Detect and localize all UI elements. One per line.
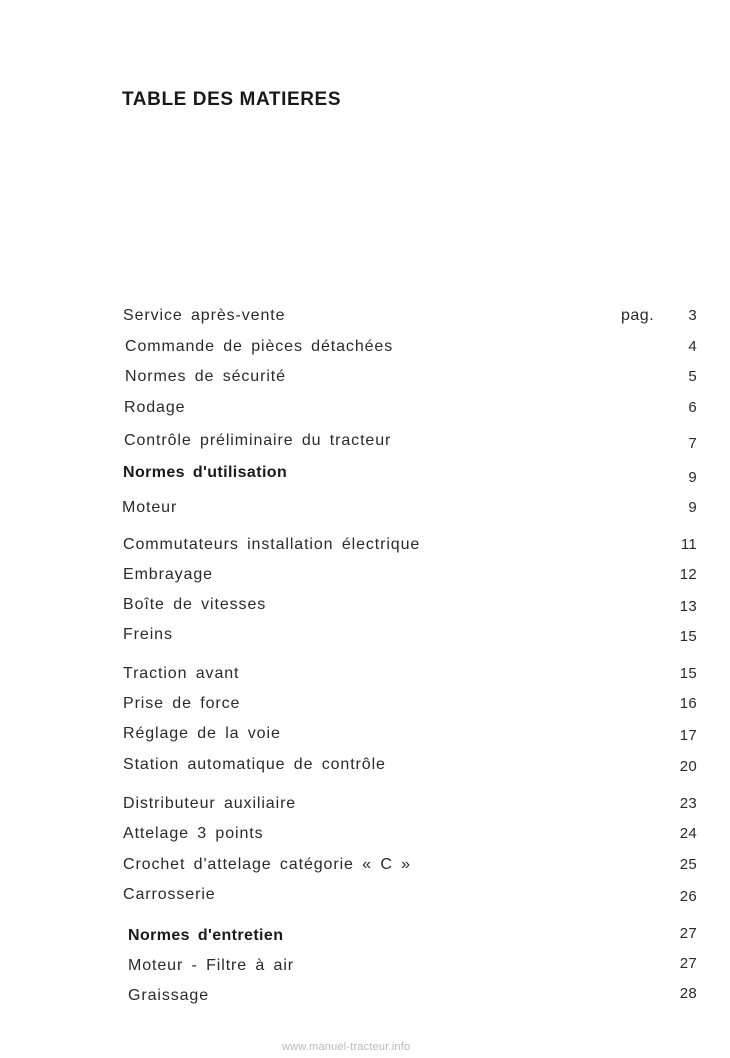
toc-page-number: 23 [679,795,697,812]
toc-page-number: 20 [679,758,697,775]
toc-entry-label: Attelage 3 points [123,825,264,842]
toc-page-number: 9 [688,469,697,486]
toc-entry-label: Contrôle préliminaire du tracteur [124,432,392,449]
toc-section-heading: Normes d'utilisation [123,464,288,481]
page-title: TABLE DES MATIERES [122,89,342,110]
toc-row-securite [0,368,730,392]
toc-row-attelage [0,825,730,849]
toc-page-number: 11 [680,536,697,553]
toc-row-commutateurs [0,536,730,560]
toc-entry-label: Graissage [128,987,210,1004]
toc-page-number: 15 [679,665,697,682]
toc-row-commande [0,338,730,362]
toc-entry-label: Normes de sécurité [125,368,286,385]
toc-page-number: 15 [679,628,697,645]
toc-page-number: 4 [688,338,697,355]
toc-row-service [0,307,730,331]
toc-page-number: 6 [688,399,697,416]
toc-row-distributeur [0,795,730,819]
toc-entry-label: Distributeur auxiliaire [123,795,297,812]
toc-row-freins [0,626,730,650]
toc-entry-label: Crochet d'attelage catégorie « C » [123,856,411,873]
toc-row-controle [0,432,730,456]
toc-page-number: 28 [679,985,697,1002]
toc-row-station [0,756,730,780]
toc-entry-label: Service après-vente [123,307,286,324]
toc-row-graissage [0,987,730,1011]
toc-page-number: 27 [679,925,697,942]
toc-row-normes-entretien [0,927,730,951]
toc-page-number: 27 [679,955,697,972]
toc-row-normes-utilisation [0,464,730,488]
toc-entry-label: Embrayage [123,566,213,583]
toc-page-number: 7 [688,435,697,452]
toc-entry-label: Station automatique de contrôle [123,756,386,773]
toc-row-prise-force [0,695,730,719]
toc-page-number: 24 [679,825,697,842]
watermark-url: www.manuel-tracteur.info [282,1041,411,1053]
toc-row-traction-avant [0,665,730,689]
toc-row-carrosserie [0,886,730,910]
toc-page-number: 13 [679,598,697,615]
toc-row-moteur-filtre [0,957,730,981]
toc-page-number: 3 [688,307,697,324]
toc-section-heading: Normes d'entretien [128,927,284,944]
toc-row-rodage [0,399,730,423]
toc-row-reglage-voie [0,725,730,749]
toc-entry-label: Rodage [124,399,186,416]
toc-page-number: 5 [688,368,697,385]
toc-row-embrayage [0,566,730,590]
toc-entry-label: Freins [123,626,173,643]
toc-entry-label: Moteur [122,499,178,516]
toc-row-boite-vitesses [0,596,730,620]
toc-row-crochet [0,856,730,880]
toc-page-number: 26 [679,888,697,905]
toc-entry-label: Commande de pièces détachées [125,338,394,355]
page-column-label: pag. [621,307,655,324]
toc-page-number: 16 [679,695,697,712]
toc-entry-label: Moteur - Filtre à air [128,957,295,974]
toc-page-number: 12 [679,566,697,583]
toc-entry-label: Réglage de la voie [123,725,281,742]
toc-entry-label: Traction avant [123,665,240,682]
toc-entry-label: Boîte de vitesses [123,596,267,613]
toc-page-number: 25 [679,856,697,873]
toc-entry-label: Prise de force [123,695,241,712]
toc-entry-label: Carrosserie [123,886,216,903]
toc-row-moteur [0,499,730,523]
toc-entry-label: Commutateurs installation électrique [123,536,421,553]
toc-page-number: 9 [688,499,697,516]
toc-page-number: 17 [679,727,697,744]
